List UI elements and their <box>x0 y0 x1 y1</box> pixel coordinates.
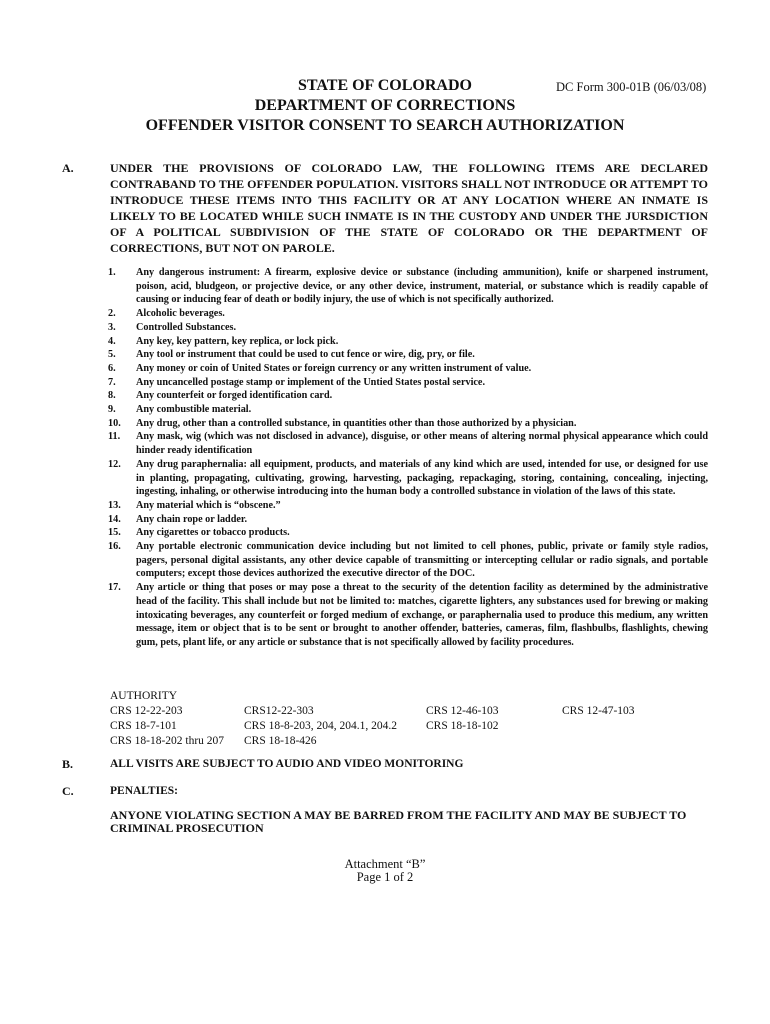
item-number: 1. <box>108 267 116 278</box>
header-state: STATE OF COLORADO <box>298 77 472 94</box>
item-text: Any drug paraphernalia: all equipment, products, and materials of any kind which are used, intended for use, or designed for use in planting, propagating, cultivating, growing, harvesting, packaging, repackaging, storing, containing, concealing, injecting, ingesting, inhaling, or otherwise introducing into the human body a controlled substance in violation of the laws of this state. <box>136 458 708 498</box>
item-number: 6. <box>108 362 116 374</box>
item-text: Any portable electronic communication device including but not limited to cell phones, public, private or family style radios, pagers, personal digital assistants, any other device capable of transmitting or intercepting cellular or radio signals, and portable computers; except those devices authorized the executive director of the DOC. <box>136 541 708 580</box>
authority-label: AUTHORITY <box>110 690 178 702</box>
contraband-item <box>108 362 708 376</box>
item-number: 2. <box>108 308 116 320</box>
authority-column-3 <box>426 704 499 734</box>
header-department: DEPARTMENT OF CORRECTIONS <box>254 97 516 114</box>
contraband-item <box>108 540 708 581</box>
item-number: 7. <box>108 376 116 388</box>
section-c-heading: PENALTIES: <box>110 785 178 797</box>
authority-citation: CRS 18-8-203, 204, 204.1, 204.2 <box>244 720 398 732</box>
item-text: Any combustible material. <box>136 404 252 416</box>
item-text: Any drug, other than a controlled substance, in quantities other than those authorized by a physician. <box>136 417 577 429</box>
section-a-text: UNDER THE PROVISIONS OF COLORADO LAW, THE FOLLOWING ITEMS ARE DECLARED CONTRABAND TO THE OFFENDER POPULATION. VISITORS SHALL NOT INTRODUCE OR ATTEMPT TO INTRODUCE THESE ITEMS INTO THIS FACILITY OR AT ANY LOCATION WHERE AN INMATE IS LIKELY TO BE LOCATED WHILE SUCH INMATE IS IN THE CUSTODY AND UNDER THE JURSDICTION OF A POLITICAL SUBDIVISION OF THE STATE OF COLORADO OR THE DEPARTMENT OF CORRECTIONS, BUT NOT ON PAROLE. <box>110 161 708 255</box>
authority-citation: CRS 18-7-101 <box>110 720 177 732</box>
section-b-text: ALL VISITS ARE SUBJECT TO AUDIO AND VIDEO MONITORING <box>110 758 464 770</box>
item-number: 12. <box>108 458 121 470</box>
contraband-item <box>108 430 708 457</box>
section-b-letter: B. <box>62 757 74 771</box>
item-number: 8. <box>108 390 116 402</box>
contraband-item <box>108 458 708 499</box>
contraband-item <box>108 321 708 335</box>
item-text: Any money or coin of United States or foreign currency or any written instrument of value. <box>136 362 532 374</box>
section-a-letter: A. <box>62 161 74 175</box>
authority-citation: CRS 18-18-426 <box>244 735 317 747</box>
item-text: Any chain rope or ladder. <box>136 513 248 525</box>
header-form-title: OFFENDER VISITOR CONSENT TO SEARCH AUTHORIZATION <box>145 117 625 134</box>
authority-column-2 <box>244 704 397 749</box>
contraband-item <box>108 417 708 431</box>
contraband-item <box>108 403 708 417</box>
item-text: Any uncancelled postage stamp or implement of the Untied States postal service. <box>136 376 485 388</box>
authority-citation: CRS12-22-303 <box>244 705 314 717</box>
item-number: 9. <box>108 404 116 416</box>
section-c-letter: C. <box>62 784 74 798</box>
item-number: 10. <box>108 417 121 429</box>
item-number: 14. <box>108 513 121 525</box>
item-number: 13. <box>108 499 121 511</box>
contraband-list <box>108 266 708 650</box>
contraband-item <box>108 499 708 513</box>
item-text: Any tool or instrument that could be used to cut fence or wire, dig, pry, or file. <box>136 349 475 361</box>
item-text: Any mask, wig (which was not disclosed in advance), disguise, or other means of altering normal physical appearance which could hinder ready identification <box>136 431 708 457</box>
item-number: 3. <box>108 321 116 333</box>
contraband-item <box>108 335 708 349</box>
authority-column-1 <box>110 704 224 749</box>
contraband-item <box>108 307 708 321</box>
contraband-item <box>108 581 708 650</box>
contraband-item <box>108 513 708 527</box>
item-text: Controlled Substances. <box>136 321 237 333</box>
item-text: Alcoholic beverages. <box>136 308 225 320</box>
penalties-text: ANYONE VIOLATING SECTION A MAY BE BARRED FROM THE FACILITY AND MAY BE SUBJECT TO CRIMINAL PROSECUTION <box>110 808 687 835</box>
authority-citation: CRS 18-18-102 <box>426 720 499 732</box>
item-number: 15. <box>108 527 121 539</box>
item-text: Any article or thing that poses or may pose a threat to the security of the detention facility as determined by the administrative head of the facility. This shall include but not be limited to: matches, cigarette lighters, any substances used for brewing or making intoxicating beverages, any counterfeit or forged medium of exchange, or paraphernalia used to produce this medium, any written message, item or object that is to be sent or brought to another offender, batteries, cameras, film, flashbulbs, flashlights, chewing gum, pets, plant life, or any article or substance that is not specifically allowed by facility procedures. <box>136 582 708 648</box>
authority-column-4 <box>562 704 635 719</box>
contraband-item <box>108 389 708 403</box>
item-text: Any material which is “obscene.” <box>136 499 281 511</box>
item-number: 5. <box>108 349 116 361</box>
item-text: Any dangerous instrument: A firearm, explosive device or substance (including ammunition), knife or sharpened instrument, poison, acid, bludgeon, or projective device, or any other device, instrument, material, or substance which is readily capable of causing or inducing fear of death or bodily injury, the use of which is not specifically authorized. <box>136 267 708 306</box>
contraband-item <box>108 526 708 540</box>
contraband-item <box>108 266 708 307</box>
page-number: Page 1 of 2 <box>356 870 414 884</box>
authority-citation: CRS 18-18-202 thru 207 <box>110 735 225 747</box>
authority-citation: CRS 12-22-203 <box>110 705 183 717</box>
attachment-label: Attachment “B” <box>344 857 426 871</box>
contraband-item <box>108 376 708 390</box>
authority-citation: CRS 12-46-103 <box>426 705 499 717</box>
item-text: Any key, key pattern, key replica, or lock pick. <box>136 335 339 347</box>
item-number: 16. <box>108 541 121 553</box>
item-text: Any cigarettes or tobacco products. <box>136 527 290 539</box>
item-text: Any counterfeit or forged identification card. <box>136 390 333 402</box>
authority-citation: CRS 12-47-103 <box>562 705 635 717</box>
item-number: 17. <box>108 582 121 594</box>
item-number: 4. <box>108 335 116 347</box>
contraband-item <box>108 348 708 362</box>
item-number: 11. <box>108 431 121 443</box>
form-number: DC Form 300-01B (06/03/08) <box>556 80 707 94</box>
